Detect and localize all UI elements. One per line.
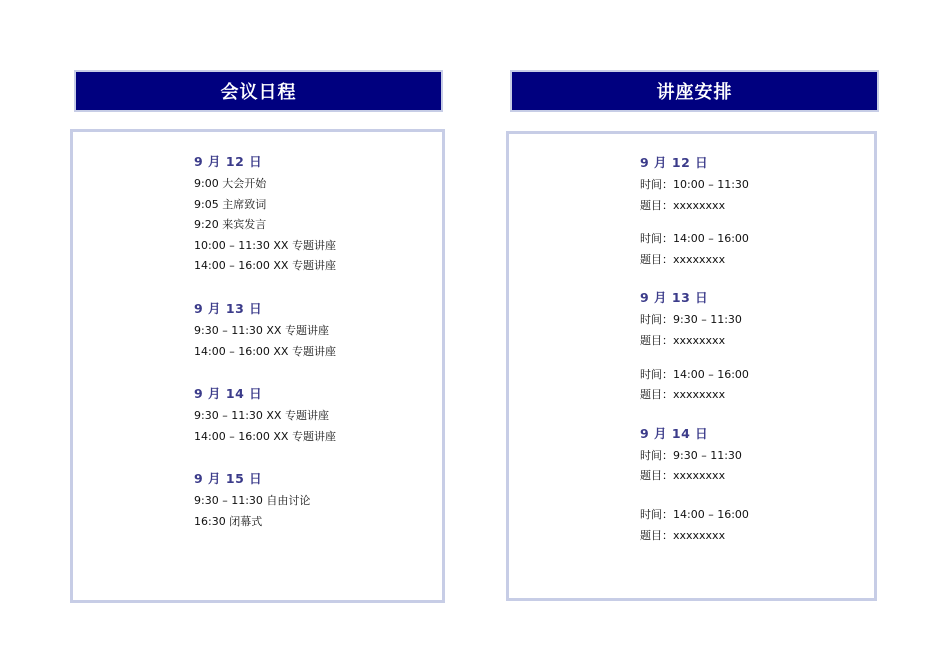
agenda-date: 9 月 15 日 [194,471,263,487]
agenda-day [194,152,336,277]
lectures-column [640,134,749,546]
agenda-date: 9 月 13 日 [194,300,263,316]
agenda-day [194,299,336,362]
lecture-time: 时间：9:30 – 11:30 [640,448,742,462]
lecture-talk [640,505,749,546]
lecture-talk [640,365,749,406]
lecture-date: 9 月 13 日 [640,290,709,306]
agenda-column [194,132,336,533]
agenda-item: 10:00 – 11:30 XX 专题讲座 [194,238,336,252]
agenda-item: 9:30 – 11:30 XX 专题讲座 [194,323,329,337]
lecture-day [640,153,749,270]
lecture-topic: 题目：xxxxxxxx [640,198,726,212]
lecture-topic: 题目：xxxxxxxx [640,333,726,347]
agenda-item: 14:00 – 16:00 XX 专题讲座 [194,344,336,358]
lecture-talk [640,229,749,270]
lecture-topic: 题目：xxxxxxxx [640,528,726,542]
agenda-title: 会议日程 [220,82,297,103]
agenda-date: 9 月 14 日 [194,386,263,402]
lectures-title-bar [510,70,879,112]
lecture-date: 9 月 12 日 [640,155,709,170]
lectures-title: 讲座安排 [656,82,733,103]
agenda-item: 16:30 闭幕式 [194,514,263,528]
agenda-day [194,384,336,447]
agenda-item: 9:05 主席致词 [194,197,267,211]
lecture-time: 时间：14:00 – 16:00 [640,367,749,381]
agenda-item: 14:00 – 16:00 XX 专题讲座 [194,259,336,273]
lecture-date: 9 月 14 日 [640,425,709,441]
lecture-talk [640,310,749,351]
lecture-time: 时间：10:00 – 11:30 [640,178,749,191]
lecture-topic: 题目：xxxxxxxx [640,388,726,402]
lecture-time: 时间：14:00 – 16:00 [640,232,749,246]
agenda-title-bar [74,70,443,112]
agenda-item: 9:00 大会开始 [194,177,267,190]
lecture-topic: 题目：xxxxxxxx [640,469,726,483]
lecture-day [640,424,749,546]
lecture-time: 时间：9:30 – 11:30 [640,313,742,327]
lecture-talk [640,175,749,216]
lecture-topic: 题目：xxxxxxxx [640,252,726,266]
agenda-item: 9:20 来宾发言 [194,218,267,232]
agenda-item: 14:00 – 16:00 XX 专题讲座 [194,429,336,443]
lecture-time: 时间：14:00 – 16:00 [640,507,749,521]
lectures-panel [506,131,877,601]
agenda-item: 9:30 – 11:30 自由讨论 [194,494,311,508]
agenda-item: 9:30 – 11:30 XX 专题讲座 [194,409,329,423]
lecture-talk [640,446,749,487]
lecture-day [640,288,749,405]
agenda-date: 9 月 12 日 [194,154,263,169]
agenda-panel [70,129,445,603]
agenda-day [194,469,336,532]
